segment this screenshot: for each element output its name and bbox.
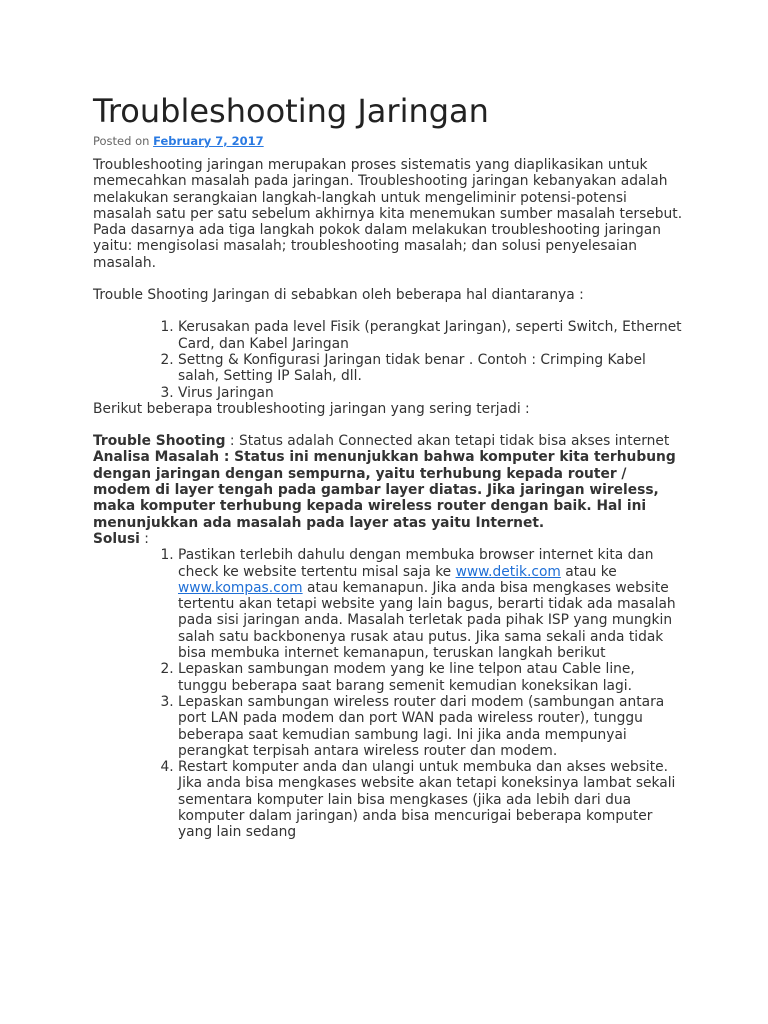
causes-list [93, 319, 683, 400]
posted-date-link[interactable]: February 7, 2017 [153, 134, 264, 148]
analysis-paragraph [93, 449, 683, 530]
solution-colon: : [139, 530, 149, 547]
analysis-text: Analisa Masalah : Status ini menunjukkan bahwa komputer kita terhubung dengan jaringan dengan sempurna, yaitu terhubung kepada router / modem di layer tengah pada gambar layer diatas. Jika jaringan wireless, maka komputer terhubung kepada wireless router dengan baik. Hal ini menunjukkan ada masalah pada layer atas yaitu Internet. [93, 449, 676, 531]
solution-1-text-c: atau kemanapun. Jika anda bisa mengkases website tertentu akan tetapi website yang lain bagus, berarti tidak ada masalah pada sisi jaringan anda. Masalah terletak pada pihak ISP yang mungkin salah satu backbonenya rusak atau putus. Jika sama sekali anda tidak bisa membuka internet kemanapun, teruskan langkah berikut [178, 579, 676, 662]
case-sep: : [225, 433, 239, 450]
list-item: 4. Restart komputer anda dan ulangi untuk membuka dan akses website. Jika anda bisa mengkases website akan tetapi koneksinya lambat sekali sementara komputer lain bisa mengkases (jika ada lebih dari dua komputer dalam jaringan) anda bisa mencurigai beberapa komputer yang lain sedang [178, 759, 683, 840]
list-item: 2. Lepaskan sambungan modem yang ke line telpon atau Cable line, tunggu beberapa saat barang semenit kemudian koneksikan lagi. [178, 661, 683, 694]
kompas-link[interactable]: www.kompas.com [178, 579, 303, 596]
list-item: 3. Lepaskan sambungan wireless router dari modem (sambungan antara port LAN pada modem dan port WAN pada wireless router), tunggu beberapa saat kemudian sambung lagi. Ini jika anda mempunyai perangkat terpisah antara wireless router dan modem. [178, 694, 683, 759]
solutions-list [93, 547, 683, 840]
detik-link[interactable]: www.detik.com [455, 563, 561, 580]
causes-lead: Trouble Shooting Jaringan di sebabkan oleh beberapa hal diantaranya : [93, 287, 584, 304]
list-item [178, 547, 683, 661]
list-item: 3. Virus Jaringan [178, 385, 683, 401]
list-item: 1. Kerusakan pada level Fisik (perangkat Jaringan), seperti Switch, Ethernet Card, dan Kabel Jaringan [178, 319, 683, 352]
solution-label: Solusi [93, 530, 140, 547]
post-meta [93, 134, 264, 148]
article-body [93, 157, 683, 841]
page-title: Troubleshooting Jaringan [93, 92, 489, 130]
solution-heading [93, 531, 683, 547]
case-label: Trouble Shooting [93, 433, 226, 450]
spacer [93, 417, 683, 433]
case-text: Status adalah Connected akan tetapi tidak bisa akses internet [238, 433, 670, 450]
case-statement [93, 433, 683, 449]
intro-paragraph: Troubleshooting jaringan merupakan proses sistematis yang diaplikasikan untuk memecahkan masalah pada jaringan. Troubleshooting jaringan kebanyakan adalah melakukan serangkaian langkah-langkah untuk mengeliminir potensi-potensi masalah satu per satu sebelum akhirnya kita menemukan sumber masalah tersebut. Pada dasarnya ada tiga langkah pokok dalam melakukan troubleshooting jaringan yaitu: mengisolasi masalah; troubleshooting masalah; dan solusi penyelesaian masalah. [93, 157, 683, 271]
list-item: 2. Settng & Konfigurasi Jaringan tidak benar . Contoh : Crimping Kabel salah, Setting IP Salah, dll. [178, 352, 683, 385]
posted-label: Posted on [93, 134, 150, 148]
common-lead: Berikut beberapa troubleshooting jaringan yang sering terjadi : [93, 400, 530, 417]
solution-1-text-a: Pastikan terlebih dahulu dengan membuka browser internet kita dan check ke website tertentu misal saja ke [178, 547, 654, 580]
solution-1-text-b: atau ke [560, 563, 617, 580]
